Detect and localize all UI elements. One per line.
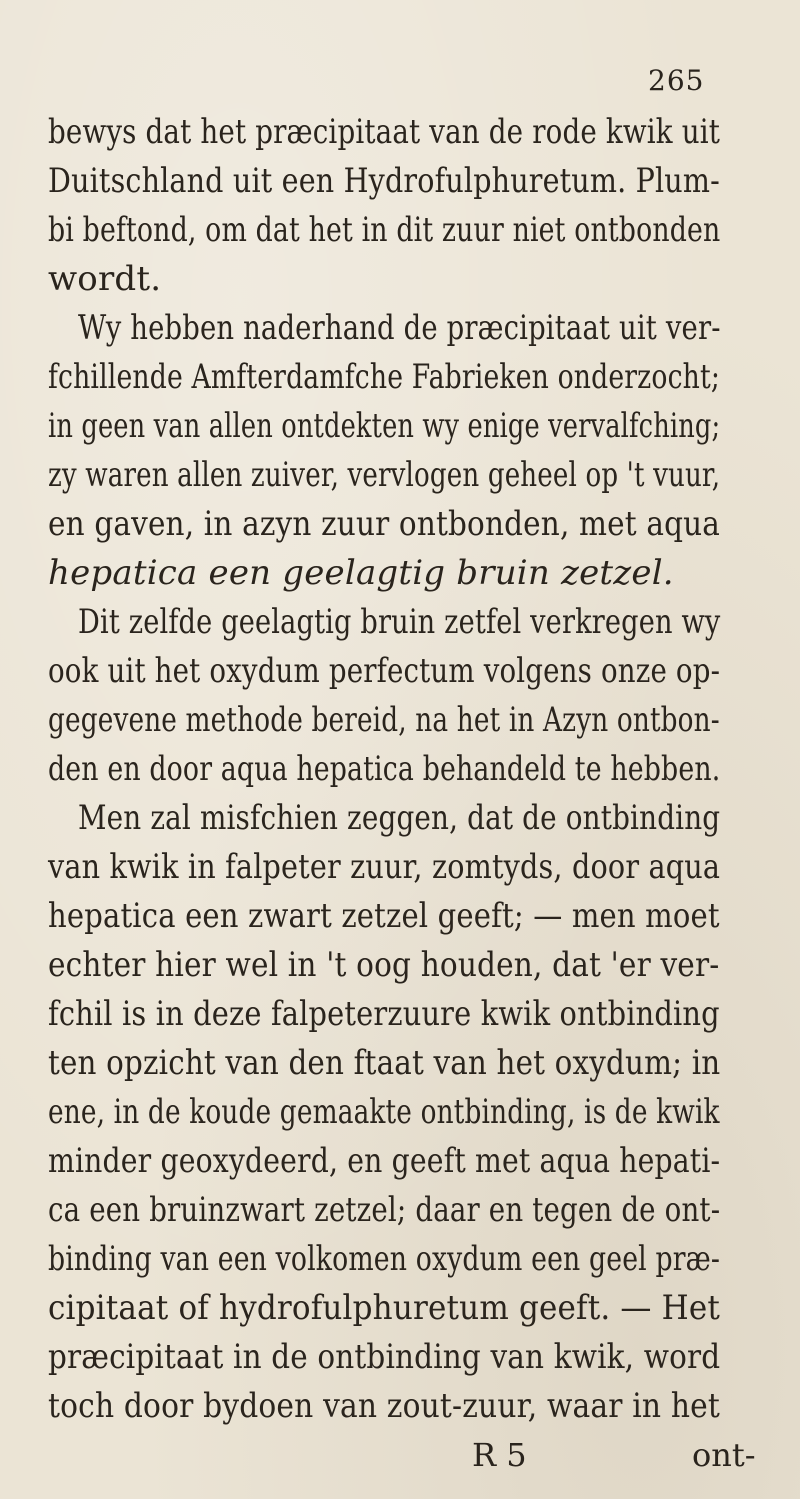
text-line-23: ca een bruinzwart zetzel; daar en tegen de ont- [48, 1190, 721, 1230]
catchword: ont- [692, 1436, 756, 1474]
text-line-27: toch door bydoen van zout-zuur, waar in het [48, 1386, 720, 1426]
page-number: 265 [648, 64, 705, 97]
text-line-6: fchillende Amfterdamfche Fabrieken onderzocht; [48, 357, 721, 397]
text-line-10: hepatica een geelagtig bruin zetzel. [48, 553, 674, 593]
text-line-13: gegevene methode bereid, na het in Azyn ontbon- [48, 700, 720, 740]
text-line-24: binding van een volkomen oxydum een geel præ- [48, 1239, 721, 1279]
text-line-21: ene, in de koude gemaakte ontbinding, is de kwik [48, 1092, 720, 1132]
text-line-14: den en door aqua hepatica behandeld te hebben. [48, 749, 721, 789]
text-line-17: hepatica een zwart zetzel geeft; — men moet [48, 896, 720, 936]
text-line-20: ten opzicht van den ftaat van het oxydum; in [48, 1043, 721, 1083]
text-line-1: bewys dat het præcipitaat van de rode kwik uit [48, 112, 721, 152]
text-line-26: præcipitaat in de ontbinding van kwik, word [48, 1337, 721, 1377]
text-line-2: Duitschland uit een Hydrofulphuretum. Plum- [48, 161, 720, 201]
text-line-22: minder geoxydeerd, en geeft met aqua hepati- [48, 1141, 721, 1181]
text-line-16: van kwik in falpeter zuur, zomtyds, door aqua [48, 847, 721, 887]
text-line-18: echter hier wel in 't oog houden, dat 'er ver- [48, 945, 720, 985]
text-line-11: Dit zelfde geelagtig bruin zetfel verkregen wy [78, 602, 721, 642]
text-line-25: cipitaat of hydrofulphuretum geeft. — Het [48, 1288, 721, 1328]
signature-mark: R 5 [472, 1436, 527, 1474]
text-line-3: bi beftond, om dat het in dit zuur niet ontbonden [48, 210, 721, 250]
text-line-5: Wy hebben naderhand de præcipitaat uit ver- [78, 308, 721, 348]
text-line-9: en gaven, in azyn zuur ontbonden, met aqua [48, 504, 721, 544]
text-line-15: Men zal misfchien zeggen, dat de ontbinding [78, 798, 721, 838]
text-line-4: wordt. [48, 259, 162, 299]
text-line-7: in geen van allen ontdekten wy enige vervalfching; [48, 406, 721, 446]
text-line-8: zy waren allen zuiver, vervlogen geheel op 't vuur, [48, 455, 721, 495]
text-line-12: ook uit het oxydum perfectum volgens onze op- [48, 651, 721, 691]
text-line-19: fchil is in deze falpeterzuure kwik ontbinding [48, 994, 720, 1034]
